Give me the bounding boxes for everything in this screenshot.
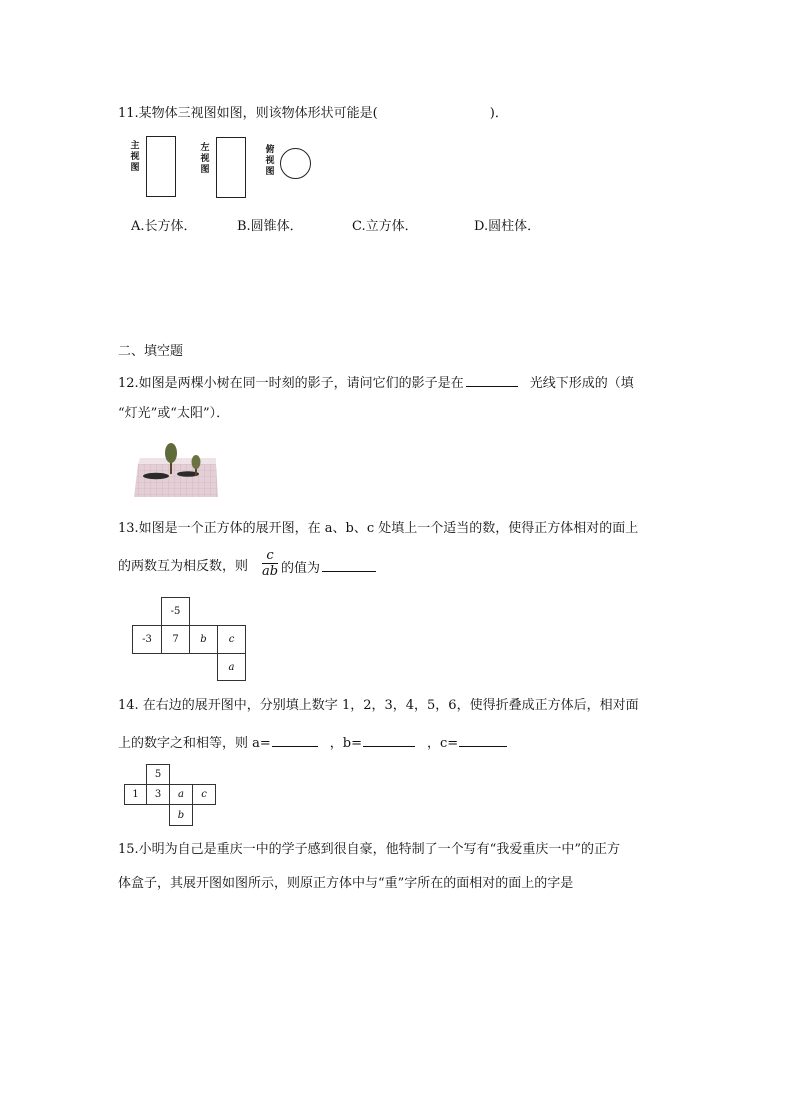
q13-net-cell-2: 7 <box>161 625 190 654</box>
q13-line1: 13.如图是一个正方体的展开图，在 a、b、c 处填上一个适当的数，使得正方体相对的面上 <box>118 521 639 536</box>
left-view-rectangle <box>216 137 246 198</box>
q13-fraction-denominator: ab <box>261 564 279 579</box>
q13-line2b-wrap <box>281 559 376 577</box>
front-view-label: 主视图 <box>130 141 140 173</box>
q12-stem-b: 光线下形成的（填 <box>529 376 634 391</box>
q14-net-cell-c: c <box>192 784 216 805</box>
q14-line2 <box>118 734 507 752</box>
q14-net-cell-3: 3 <box>146 784 170 805</box>
q14-stem-a: 上的数字之和相等，则 a= <box>118 736 271 751</box>
q12-blank[interactable] <box>466 374 518 387</box>
q14-stem-b: ，b= <box>329 736 362 751</box>
q14-net-cell-top: 5 <box>146 764 170 785</box>
q11-option-a: A.长方体． <box>131 219 197 234</box>
q13-net-cell-c: c <box>217 625 246 654</box>
top-view-label: 俯视图 <box>265 145 275 177</box>
trees-shadow-image <box>132 440 218 497</box>
section-title: 二、填空题 <box>118 344 184 359</box>
q14-net-cell-a: a <box>169 784 193 805</box>
q11-close: )． <box>489 106 508 121</box>
q14-line1: 14. 在右边的展开图中，分别填上数字 1，2，3，4，5，6，使得折叠成正方体后，相对面 <box>118 698 639 713</box>
q11-stem: 11.某物体三视图如图，则该物体形状可能是( <box>118 106 378 121</box>
q13-fraction-numerator: c <box>266 548 274 563</box>
q13-net-cell-1: -3 <box>132 625 162 654</box>
q11-text <box>118 106 508 122</box>
top-view-circle <box>280 148 311 179</box>
q13-net-cell-a: a <box>217 653 246 681</box>
q13-net-cell-b: b <box>189 625 218 654</box>
q14-blank-a[interactable] <box>272 734 318 747</box>
q12-line2: “灯光”或“太阳”）． <box>118 406 230 421</box>
q14-net-cell-b: b <box>169 804 193 826</box>
q15-line2: 体盒子，其展开图如图所示，则原正方体中与“重”字所在的面相对的面上的字是 <box>118 876 574 891</box>
front-view-rectangle <box>146 136 176 197</box>
q14-stem-c: ，c= <box>427 736 459 751</box>
q13-line2a: 的两数互为相反数，则 <box>118 559 249 574</box>
q12-line1 <box>118 374 634 392</box>
q13-net-cell-top: -5 <box>161 597 190 626</box>
q14-blank-b[interactable] <box>363 734 415 747</box>
q13-stem-b: 的值为 <box>281 561 321 576</box>
q14-blank-c[interactable] <box>459 734 507 747</box>
q15-line1: 15.小明为自己是重庆一中的学子感到很自豪，他特制了一个写有“我爱重庆一中”的正方 <box>118 842 620 857</box>
q14-net-cell-1: 1 <box>124 784 147 805</box>
q13-blank[interactable] <box>322 559 376 572</box>
q11-option-d: D.圆柱体． <box>474 219 541 234</box>
q11-option-c: C.立方体． <box>352 219 418 234</box>
q11-option-b: B.圆锥体． <box>237 219 303 234</box>
q12-stem: 12.如图是两棵小树在同一时刻的影子，请问它们的影子是在 <box>118 376 464 391</box>
left-view-label: 左视图 <box>200 143 210 175</box>
